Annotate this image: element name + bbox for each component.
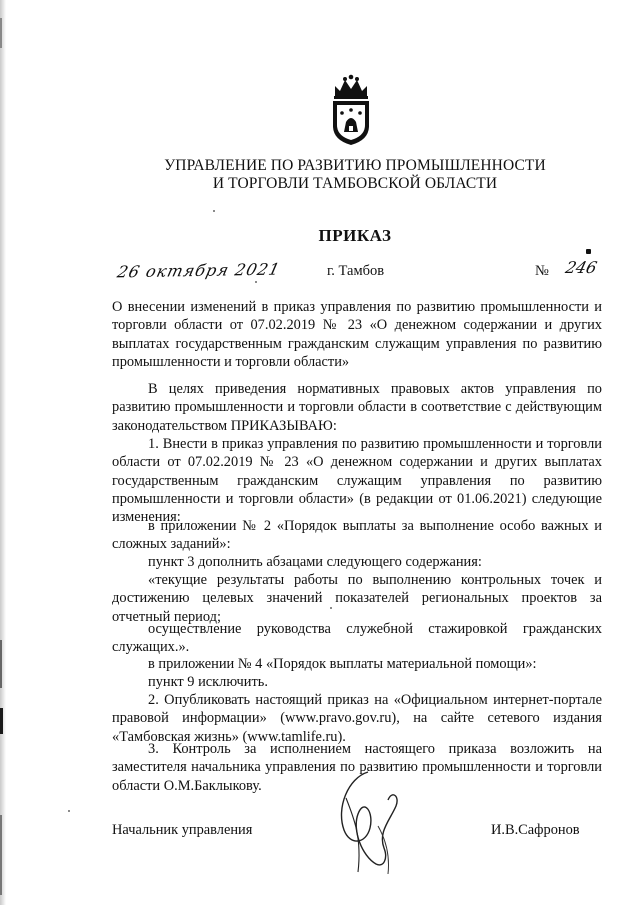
scan-speck	[330, 607, 332, 609]
coat-of-arms-icon	[329, 74, 373, 146]
scan-speck	[68, 810, 70, 812]
city-label: г. Тамбов	[327, 263, 385, 279]
signer-name: И.В.Сафронов	[491, 822, 580, 838]
scan-mark	[0, 815, 2, 895]
handwritten-date: 26 октября 2021	[115, 259, 283, 282]
handwritten-signature	[318, 768, 418, 878]
department-name-line2: И ТОРГОВЛИ ТАМБОВСКОЙ ОБЛАСТИ	[212, 175, 498, 192]
body-paragraph: 3. Контроль за исполнением настоящего приказа возложить на заместителя начальника управления по развитию промышленности и торговли области О.М.Баклыкову.	[112, 741, 602, 794]
ink-dot	[586, 249, 591, 254]
body-paragraph: 2. Опубликовать настоящий приказ на «Официальном интернет-портале правовой информации» (www.pravo.gov.ru), на сайте сетевого издания «Тамбовская жизнь» (www.tamlife.ru).	[112, 692, 602, 745]
body-paragraph: пункт 9 исключить.	[148, 674, 268, 690]
body-paragraph: в приложении № 4 «Порядок выплаты материальной помощи»:	[148, 656, 537, 672]
signer-role: Начальник управления	[112, 822, 253, 838]
department-name-line1: УПРАВЛЕНИЕ ПО РАЗВИТИЮ ПРОМЫШЛЕННОСТИ	[164, 157, 546, 174]
scan-mark	[0, 708, 3, 734]
body-paragraph: В целях приведения нормативных правовых актов управления по развитию промышленности и торговли области в соответствие с действующим законодательством ПРИКАЗЫВАЮ:	[112, 381, 602, 434]
order-subject: О внесении изменений в приказ управления по развитию промышленности и торговли области от 07.02.2019 № 23 «О денежном содержании и других выплатах государственным гражданским служащим управления по развитию промышленности и торговли области»	[112, 299, 602, 370]
scan-speck	[213, 210, 215, 212]
handwritten-number: 246	[563, 258, 599, 277]
scan-speck	[255, 281, 257, 283]
body-paragraph: пункт 3 дополнить абзацами следующего содержания:	[148, 554, 482, 570]
document-title: ПРИКАЗ	[318, 226, 392, 245]
number-label: №	[535, 263, 549, 279]
body-paragraph: осуществление руководства служебной стажировкой гражданских служащих.».	[112, 621, 602, 656]
scan-mark	[0, 640, 2, 688]
scan-edge	[0, 0, 6, 905]
body-paragraph: 1. Внести в приказ управления по развитию промышленности и торговли области от 07.02.2019 № 23 «О денежном содержании и других выплатах государственным гражданским служащим управления по развитию промышленности и торговли области» (в редакции от 01.06.2021) следующие изменения:	[112, 436, 602, 526]
body-paragraph: «текущие результаты работы по выполнению контрольных точек и достижению целевых значений показателей региональных проектов за отчетный период;	[112, 572, 602, 625]
body-paragraph: в приложении № 2 «Порядок выплаты за выполнение особо важных и сложных заданий»:	[112, 518, 602, 553]
scan-mark	[0, 18, 2, 48]
